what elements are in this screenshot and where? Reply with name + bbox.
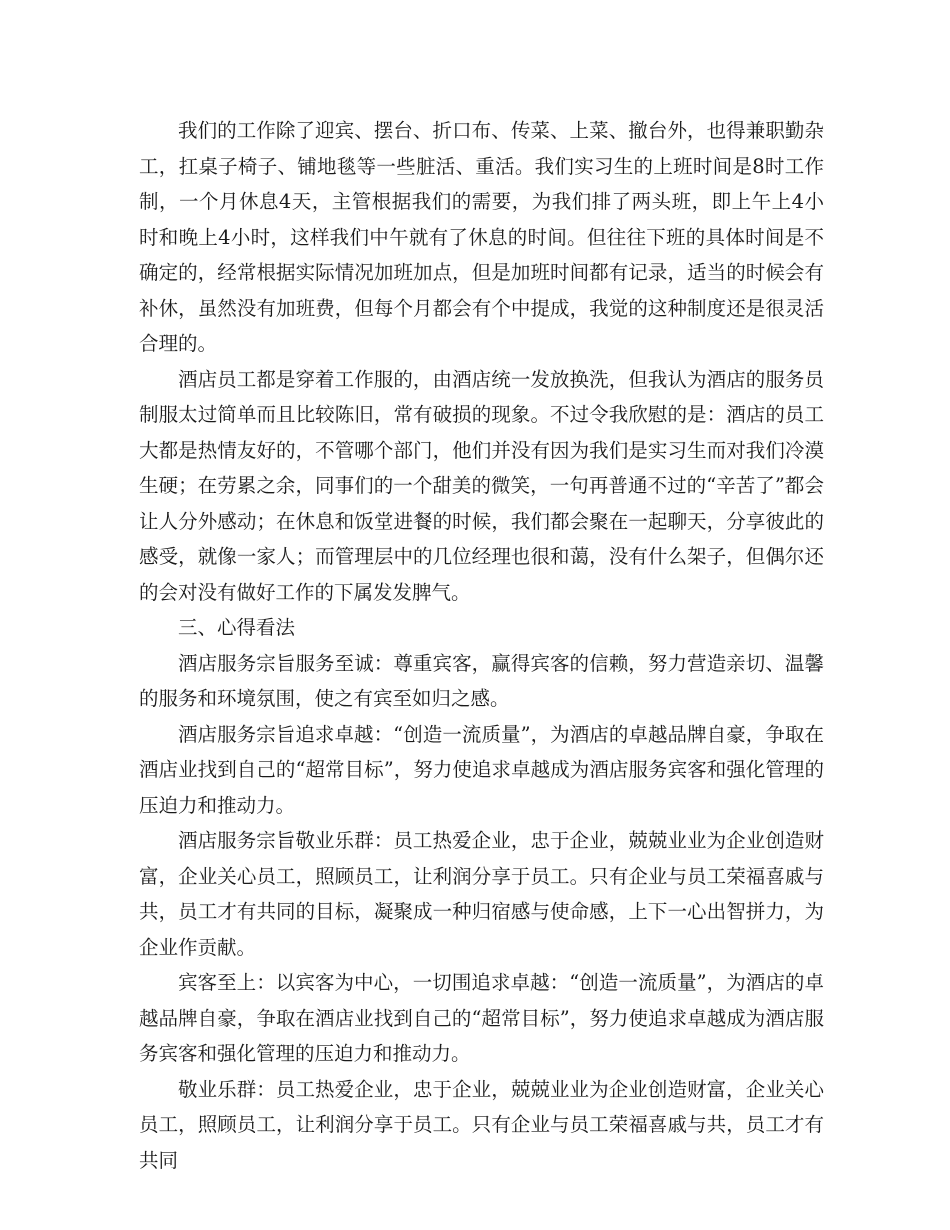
section-heading-insights: 三、心得看法 bbox=[178, 616, 296, 639]
paragraph-pursue-excellence: 酒店服务宗旨追求卓越：“创造一流质量”，为酒店的卓越品牌自豪，争取在酒店业找到自己的“超常目标”，努力使追求卓越成为酒店服务宾客和强化管理的压迫力和推动力。 bbox=[139, 722, 824, 817]
paragraph-staff-uniform: 酒店员工都是穿着工作服的，由酒店统一发放换洗，但我认为酒店的服务员制服太过简单而且比较陈旧，常有破损的现象。不过令我欣慰的是：酒店的员工大都是热情友好的，不管哪个部门，他们并没有因为我们是实习生而对我们冷漠生硬；在劳累之余，同事们的一个甜美的微笑，一句再普通不过的“辛苦了”都会让人分外感动；在休息和饭堂进餐的时候，我们都会聚在一起聊天，分享彼此的感受，就像一家人；而管理层中的几位经理也很和蔼，没有什么架子，但偶尔还的会对没有做好工作的下属发发脾气。 bbox=[139, 367, 824, 604]
paragraph-dedication-cont: 敬业乐群：员工热爱企业，忠于企业，兢兢业业为企业创造财富，企业关心员工，照顾员工，让利润分享于员工。只有企业与员工荣福喜戚与共，员工才有共同 bbox=[139, 1077, 824, 1172]
paragraph-work-duties: 我们的工作除了迎宾、摆台、折口布、传菜、上菜、撤台外，也得兼职勤杂工，扛桌子椅子、铺地毯等一些脏活、重活。我们实习生的上班时间是8时工作制，一个月休息4天，主管根据我们的需要，为我们排了两头班，即上午上4小时和晚上4小时，这样我们中午就有了休息的时间。但往往下班的具体时间是不确定的，经常根据实际情况加班加点，但是加班时间都有记录，适当的时候会有补休，虽然没有加班费，但每个月都会有个中提成，我觉的这种制度还是很灵活合理的。 bbox=[139, 119, 824, 355]
paragraph-sincere-service: 酒店服务宗旨服务至诚：尊重宾客，赢得宾客的信赖，努力营造亲切、温馨的服务和环境氛围，使之有宾至如归之感。 bbox=[139, 651, 824, 710]
paragraph-guest-first: 宾客至上：以宾客为中心，一切围追求卓越：“创造一流质量”，为酒店的卓越品牌自豪，争取在酒店业找到自己的“超常目标”，努力使追求卓越成为酒店服务宾客和强化管理的压迫力和推动力。 bbox=[139, 971, 824, 1065]
paragraph-dedication-teamwork: 酒店服务宗旨敬业乐群：员工热爱企业，忠于企业，兢兢业业为企业创造财富，企业关心员工，照顾员工，让利润分享于员工。只有企业与员工荣福喜戚与共，员工才有共同的目标，凝聚成一种归宿感与使命感，上下一心出智拼力，为企业作贡献。 bbox=[139, 829, 824, 959]
document-body bbox=[139, 113, 824, 1178]
